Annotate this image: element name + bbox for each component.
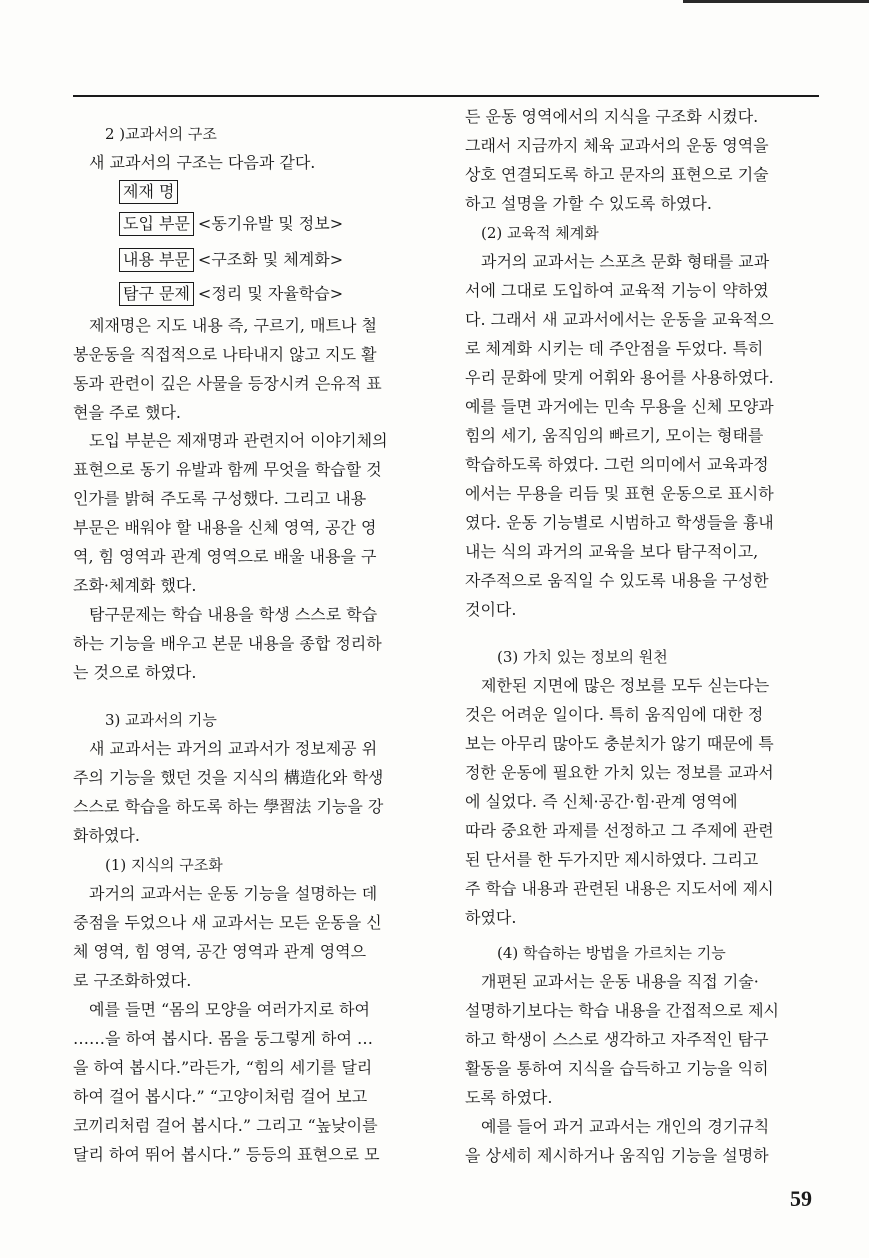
header-rule — [73, 95, 819, 97]
paragraph-line: 도입 부분은 제재명과 관련지어 이야기체의 — [89, 431, 388, 450]
paragraph-line: 제한된 지면에 많은 정보를 모두 싣는다는 — [481, 676, 770, 695]
paragraph-line: 상호 연결되도록 하고 문자의 표현으로 기술 — [465, 165, 769, 184]
paragraph-line: 로 체계화 시키는 데 주안점을 두었다. 특히 — [465, 339, 764, 358]
paragraph-line: 화하였다. — [73, 826, 140, 845]
paragraph-line: 에서는 무용을 리듬 및 표현 운동으로 표시하 — [465, 484, 774, 503]
paragraph-line: 봉운동을 직접적으로 나타내지 않고 지도 활 — [73, 345, 377, 364]
paragraph-line: 주 학습 내용과 관련된 내용은 지도서에 제시 — [465, 879, 774, 898]
paragraph-line: 과거의 교과서는 운동 기능을 설명하는 데 — [89, 884, 378, 903]
paragraph-line: 하였다. — [465, 908, 517, 927]
paragraph-line: 였다. 운동 기능별로 시범하고 학생들을 흉내 — [465, 513, 774, 532]
structure-box-label: 도입 부문 — [119, 212, 194, 236]
subsection-heading: (1) 지식의 구조화 — [105, 856, 223, 874]
paragraph-line: 보는 아무리 많아도 충분치가 않기 때문에 특 — [465, 734, 774, 753]
paragraph-line: 학습하도록 하였다. 그런 의미에서 교육과정 — [465, 455, 769, 474]
paragraph-line: 정한 운동에 필요한 가치 있는 정보를 교과서 — [465, 763, 774, 782]
paragraph-line: 예를 들면 과거에는 민속 무용을 신체 모양과 — [465, 397, 774, 416]
paragraph-line: 탐구문제는 학습 내용을 학생 스스로 학습 — [89, 605, 378, 624]
structure-desc: <동기유발 및 정보> — [197, 214, 344, 233]
paragraph-line: 것은 어려운 일이다. 특히 움직임에 대한 정 — [465, 705, 764, 724]
paragraph-line: 개편된 교과서는 운동 내용을 직접 기술· — [481, 972, 759, 991]
paragraph-line: 부문은 배워야 할 내용을 신체 영역, 공간 영 — [73, 518, 377, 537]
paragraph-line: 서에 그대로 도입하여 교육적 기능이 약하였 — [465, 281, 769, 300]
paragraph-line: 로 구조화하였다. — [73, 971, 192, 990]
paragraph-line: 그래서 지금까지 체육 교과서의 운동 영역을 — [465, 136, 769, 155]
paragraph-line: 을 상세히 제시하거나 움직임 기능을 설명하 — [465, 1146, 769, 1165]
paragraph-line: 도록 하였다. — [465, 1088, 553, 1107]
paragraph-line: 설명하기보다는 학습 내용을 간접적으로 제시 — [465, 1001, 780, 1020]
paragraph-line: 된 단서를 한 두가지만 제시하였다. 그리고 — [465, 850, 759, 869]
paragraph-line: 하고 설명을 가할 수 있도록 하였다. — [465, 194, 712, 213]
structure-item — [119, 280, 343, 308]
structure-item — [119, 246, 343, 274]
paragraph-line: 과거의 교과서는 스포츠 문화 형태를 교과 — [481, 252, 770, 271]
structure-box-label: 제재 명 — [119, 180, 178, 204]
paragraph-line: 하여 걸어 봅시다.” “고양이처럼 걸어 보고 — [73, 1087, 368, 1106]
paragraph-line: 힘의 세기, 움직임의 빠르기, 모이는 형태를 — [465, 426, 764, 445]
subsection-heading: (2) 교육적 체계화 — [481, 224, 599, 242]
paragraph-line: 동과 관련이 깊은 사물을 등장시켜 은유적 표 — [73, 374, 382, 393]
paragraph-line: 표현으로 동기 유발과 함께 무엇을 학습할 것 — [73, 460, 382, 479]
paragraph-line: 중점을 두었으나 새 교과서는 모든 운동을 신 — [73, 913, 382, 932]
paragraph-line: 것이다. — [465, 600, 517, 619]
paragraph-line: 따라 중요한 과제를 선정하고 그 주제에 관련 — [465, 821, 774, 840]
section-3-heading: 3) 교과서의 기능 — [105, 711, 217, 729]
paragraph-line: 내는 식의 과거의 교육을 보다 탐구적이고, — [465, 542, 759, 561]
paragraph-line: 스스로 학습을 하도록 하는 學習法 기능을 강 — [73, 797, 384, 816]
paragraph-line: 든 운동 영역에서의 지식을 구조화 시켰다. — [465, 107, 759, 126]
paragraph-line: 는 것으로 하였다. — [73, 663, 197, 682]
structure-desc: <구조화 및 체계화> — [197, 250, 344, 269]
paragraph-line: 자주적으로 움직일 수 있도록 내용을 구성한 — [465, 571, 769, 590]
subsection-heading: (3) 가치 있는 정보의 원천 — [497, 648, 668, 666]
subsection-heading: (4) 학습하는 방법을 가르치는 기능 — [497, 944, 726, 962]
paragraph-line: ……을 하여 봅시다. 몸을 둥그렇게 하여 … — [73, 1029, 373, 1048]
paragraph-line: 예를 들어 과거 교과서는 개인의 경기규칙 — [481, 1117, 770, 1136]
paragraph-line: 새 교과서는 과거의 교과서가 정보제공 위 — [89, 739, 378, 758]
paragraph-line: 다. 그래서 새 교과서에서는 운동을 교육적으 — [465, 310, 774, 329]
paragraph-line: 우리 문화에 맞게 어휘와 용어를 사용하였다. — [465, 368, 774, 387]
paragraph-line: 활동을 통하여 지식을 습득하고 기능을 익히 — [465, 1059, 769, 1078]
paragraph-line: 을 하여 봅시다.”라든가, “힘의 세기를 달리 — [73, 1058, 373, 1077]
section-2-heading: 2 )교과서의 구조 — [105, 125, 217, 143]
paragraph-line: 역, 힘 영역과 관계 영역으로 배울 내용을 구 — [73, 547, 377, 566]
top-edge-rule — [683, 0, 869, 3]
paragraph-line: 하는 기능을 배우고 본문 내용을 종합 정리하 — [73, 634, 382, 653]
paragraph-line: 체 영역, 힘 영역, 공간 영역과 관계 영역으 — [73, 942, 367, 961]
structure-item — [119, 178, 182, 206]
structure-desc: <정리 및 자율학습> — [197, 284, 344, 303]
paragraph-line: 주의 기능을 했던 것을 지식의 構造化와 학생 — [73, 768, 384, 787]
paragraph-line: 코끼리처럼 걸어 봅시다.” 그리고 “높낮이를 — [73, 1116, 378, 1135]
paragraph-line: 예를 들면 “몸의 모양을 여러가지로 하여 — [89, 1000, 370, 1019]
paragraph-line: 하고 학생이 스스로 생각하고 자주적인 탐구 — [465, 1030, 769, 1049]
structure-box-label: 내용 부문 — [119, 248, 194, 272]
structure-box-label: 탐구 문제 — [119, 282, 194, 306]
section-2-intro: 새 교과서의 구조는 다음과 같다. — [89, 153, 316, 172]
paragraph-line: 제재명은 지도 내용 즉, 구르기, 매트나 철 — [89, 316, 377, 335]
paragraph-line: 현을 주로 했다. — [73, 403, 181, 422]
structure-item — [119, 210, 343, 238]
page-number: 59 — [790, 1186, 812, 1211]
paragraph-line: 인가를 밝혀 주도록 구성했다. 그리고 내용 — [73, 489, 367, 508]
paragraph-line: 에 실었다. 즉 신체·공간·힘·관계 영역에 — [465, 792, 738, 811]
paragraph-line: 달리 하여 뛰어 봅시다.” 등등의 표현으로 모 — [73, 1145, 380, 1164]
paragraph-line: 조화·체계화 했다. — [73, 576, 197, 595]
